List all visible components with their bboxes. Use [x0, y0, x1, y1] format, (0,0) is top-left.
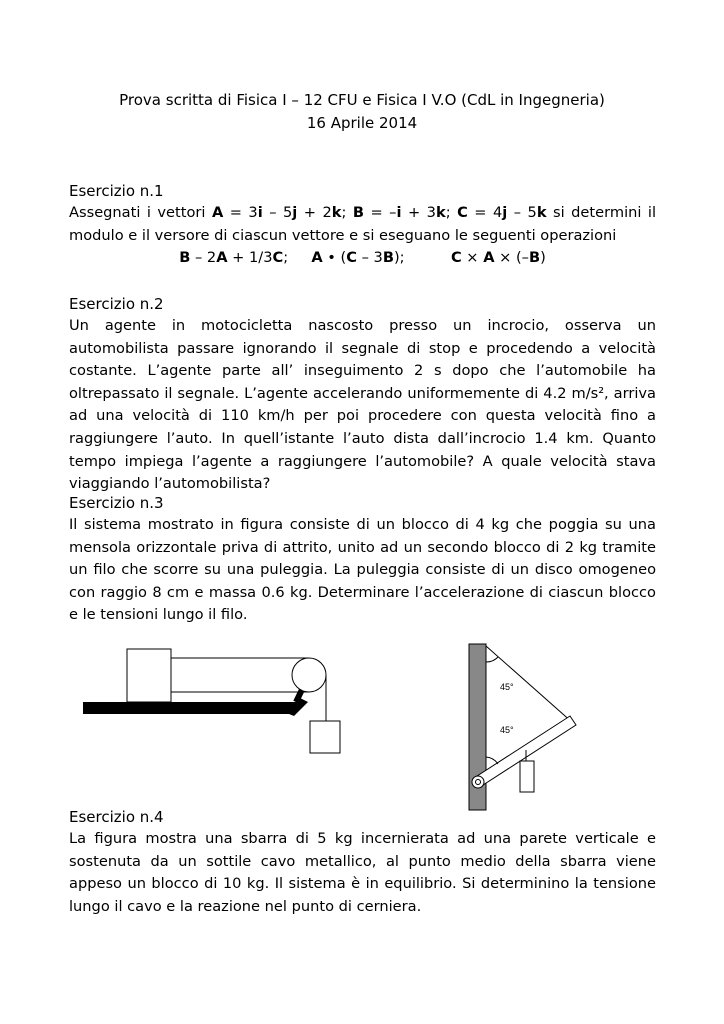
- exercise-1-text: Assegnati i vettori A = 3i – 5j + 2k; B = –i + 3k; C = 4j – 5k si determini il modulo e il versore di ciascun vettore e si eseguano le seguenti operazioni: [69, 204, 657, 244]
- pulley-figure: [78, 640, 358, 760]
- angle-arc-top: [486, 657, 498, 662]
- operation-1: B – 2A + 1/3C;: [179, 249, 289, 267]
- block-4kg: [127, 649, 171, 702]
- exercise-3: [69, 492, 656, 627]
- operation-2: A • (C – 3B);: [311, 249, 405, 267]
- angle-label-bottom: 45°: [500, 725, 514, 735]
- exercise-3-text: Il sistema mostrato in figura consiste di un blocco di 4 kg che poggia su una mensola orizzontale priva di attrito, unito ad un secondo blocco di 2 kg tramite un filo che scorre su una puleggia. La puleggia consiste di un disco omogeneo con raggio 8 cm e massa 0.6 kg. Determinare l’accelerazione di ciascun blocco e le tensioni lungo il filo.: [69, 516, 656, 624]
- bar-figure: [460, 640, 590, 815]
- exercise-2-heading: Esercizio n.2: [69, 295, 164, 313]
- exercise-1: [69, 180, 656, 270]
- angle-arc-bottom: [486, 757, 498, 764]
- angle-label-top: 45°: [500, 682, 514, 692]
- block-2kg: [310, 721, 340, 753]
- shelf: [83, 702, 306, 714]
- pulley: [292, 658, 326, 692]
- document-title: Prova scritta di Fisica I – 12 CFU e Fisica I V.O (CdL in Ingegneria): [119, 91, 605, 109]
- exercise-4-heading: Esercizio n.4: [69, 808, 164, 826]
- document-date: 16 Aprile 2014: [306, 114, 418, 132]
- exercise-2-text: Un agente in motocicletta nascosto presso un incrocio, osserva un automobilista passare ignorando il segnale di stop e procedendo a velocità costante. L’agente parte all’ inseguimento 2 s dopo che l’automobile ha oltrepassato il segnale. L’agente accelerando uniformemente di 4.2 m/s², arriva ad una velocità di 110 km/h per poi procedere con questa velocità fino a raggiungere l’auto. In quell’istante l’auto dista dall’incrocio 1.4 km. Quanto tempo impiega l’agente a raggiungere l’automobile? A quale velocità stava viaggiando l’automobilista?: [69, 317, 656, 493]
- exercise-4-text: La figura mostra una sbarra di 5 kg incernierata ad una parete verticale e sostenuta da un sottile cavo metallico, al punto medio della sbarra viene appeso un blocco di 10 kg. Il sistema è in equilibrio. Si determinino la tensione lungo il cavo e la reazione nel punto di cerniera.: [69, 830, 656, 915]
- block-10kg: [520, 761, 534, 792]
- exercise-1-operations: [69, 247, 656, 270]
- operation-3: C × A × (–B): [450, 249, 546, 267]
- hinge-pin: [476, 780, 481, 785]
- exercise-4: [69, 806, 656, 918]
- exercise-2: [69, 293, 656, 496]
- exercise-1-heading: Esercizio n.1: [69, 182, 164, 200]
- exercise-3-heading: Esercizio n.3: [69, 494, 164, 512]
